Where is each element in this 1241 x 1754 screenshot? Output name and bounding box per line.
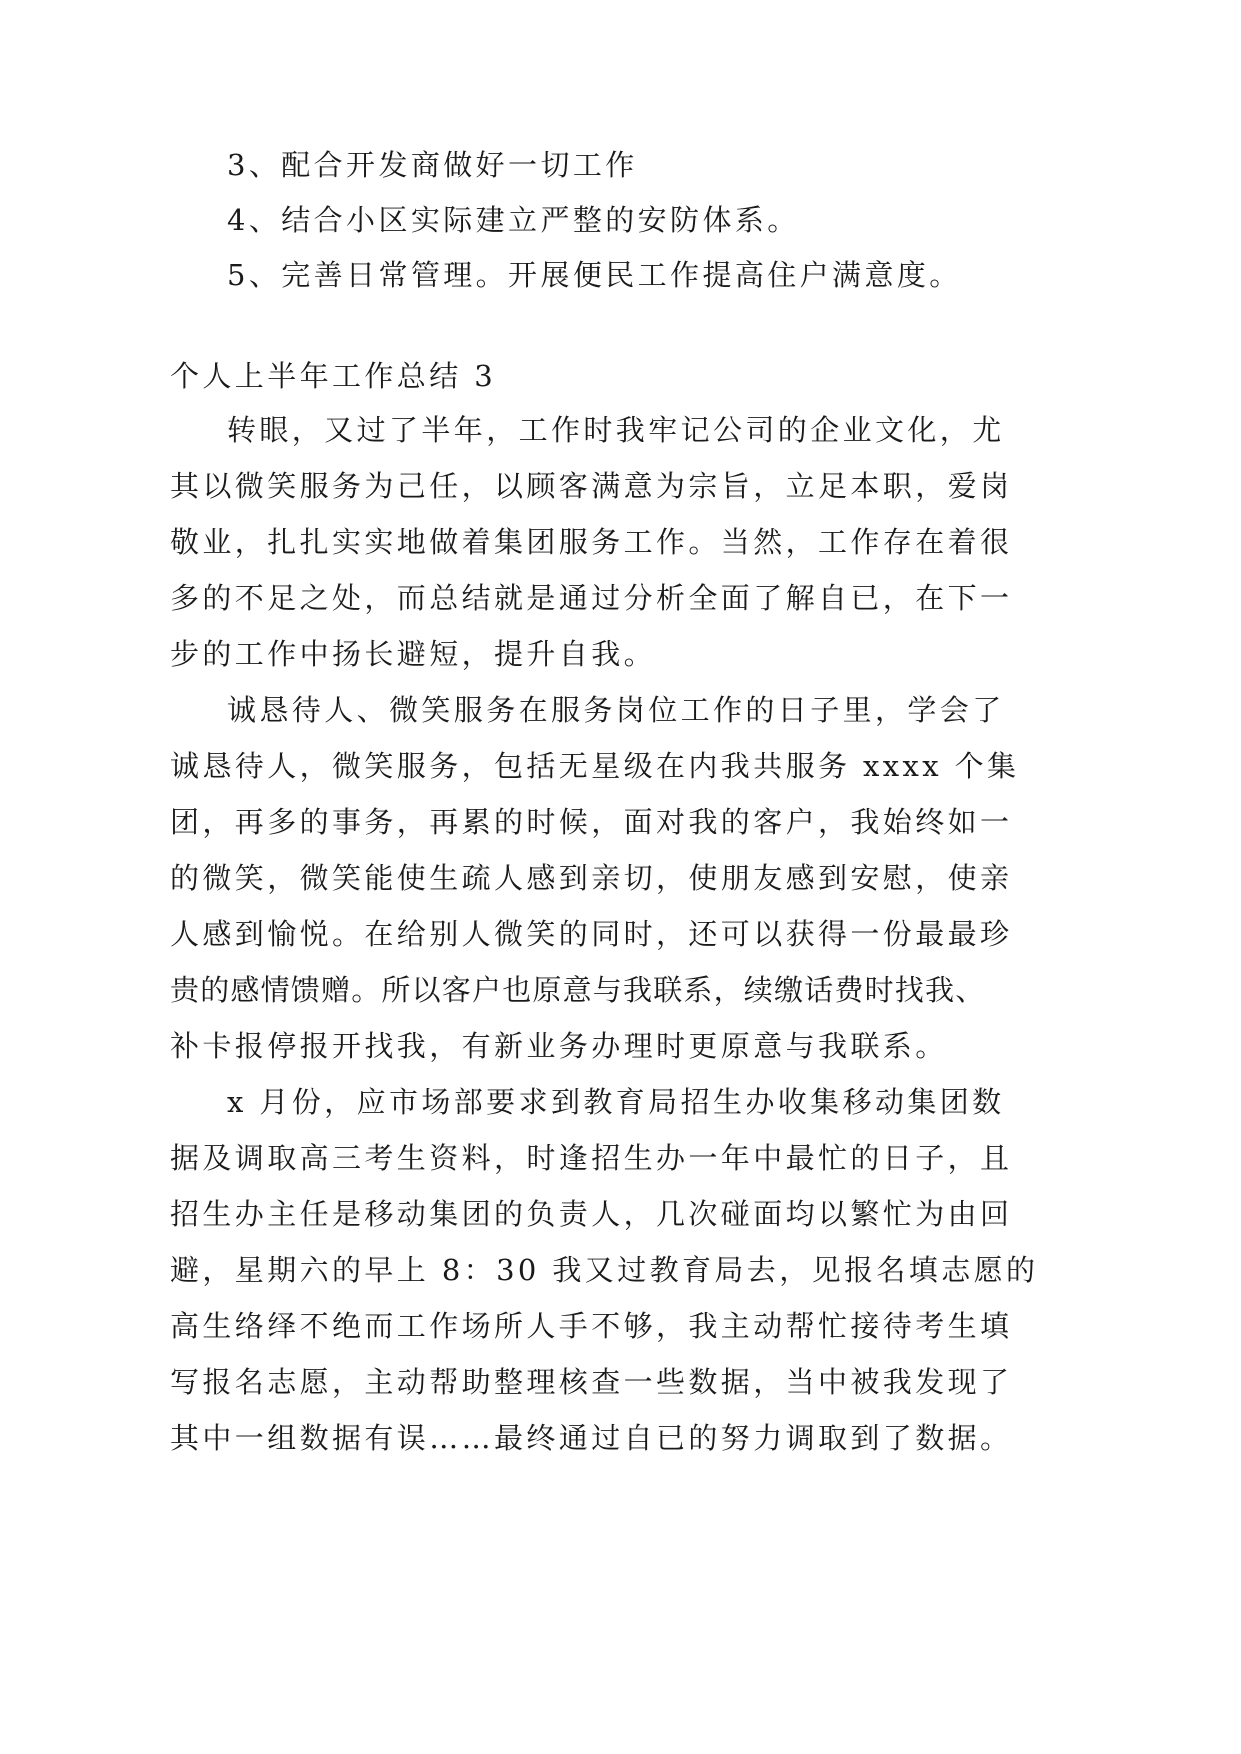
paragraph-line: 的微笑，微笑能使生疏人感到亲切，使朋友感到安慰，使亲 [170, 861, 1013, 895]
paragraph-line: 步的工作中扬长避短，提升自我。 [170, 637, 657, 671]
paragraph-line: 写报名志愿，主动帮助整理核查一些数据，当中被我发现了 [170, 1365, 1013, 1399]
paragraph-line: 人感到愉悦。在给别人微笑的同时，还可以获得一份最最珍 [170, 917, 1013, 951]
paragraph-line: 其中一组数据有误……最终通过自已的努力调取到了数据。 [170, 1421, 1013, 1455]
paragraph-line: 贵的感情馈赠。所以客户也原意与我联系，续缴话费时找我、 [170, 973, 986, 1007]
paragraph-line: 多的不足之处，而总结就是通过分析全面了解自已，在下一 [170, 581, 1013, 615]
paragraph-line: x 月份，应市场部要求到教育局招生办收集移动集团数 [227, 1085, 1005, 1119]
section-title: 个人上半年工作总结 3 [170, 359, 497, 393]
paragraph-line: 敬业，扎扎实实地做着集团服务工作。当然，工作存在着很 [170, 525, 1013, 559]
list-item: 5、完善日常管理。开展便民工作提高住户满意度。 [227, 258, 962, 292]
list-item: 4、结合小区实际建立严整的安防体系。 [227, 203, 800, 237]
paragraph-line: 避，星期六的早上 8：30 我又过教育局去，见报名填志愿的 [170, 1253, 1039, 1287]
paragraph-line: 其以微笑服务为己任，以顾客满意为宗旨，立足本职，爱岗 [170, 469, 1013, 503]
list-item: 3、配合开发商做好一切工作 [227, 148, 638, 182]
paragraph-line: 转眼，又过了半年，工作时我牢记公司的企业文化，尤 [227, 413, 1005, 447]
paragraph-line: 补卡报停报开找我，有新业务办理时更原意与我联系。 [170, 1029, 948, 1063]
paragraph-line: 据及调取高三考生资料，时逢招生办一年中最忙的日子，且 [170, 1141, 1013, 1175]
paragraph-line: 诚恳待人、微笑服务在服务岗位工作的日子里，学会了 [227, 693, 1005, 727]
paragraph-line: 招生办主任是移动集团的负责人，几次碰面均以繁忙为由回 [170, 1197, 1013, 1231]
paragraph-line: 高生络绎不绝而工作场所人手不够，我主动帮忙接待考生填 [170, 1309, 1013, 1343]
paragraph-line: 团，再多的事务，再累的时候，面对我的客户，我始终如一 [170, 805, 1013, 839]
paragraph-line: 诚恳待人，微笑服务，包括无星级在内我共服务 xxxx 个集 [170, 749, 1020, 783]
